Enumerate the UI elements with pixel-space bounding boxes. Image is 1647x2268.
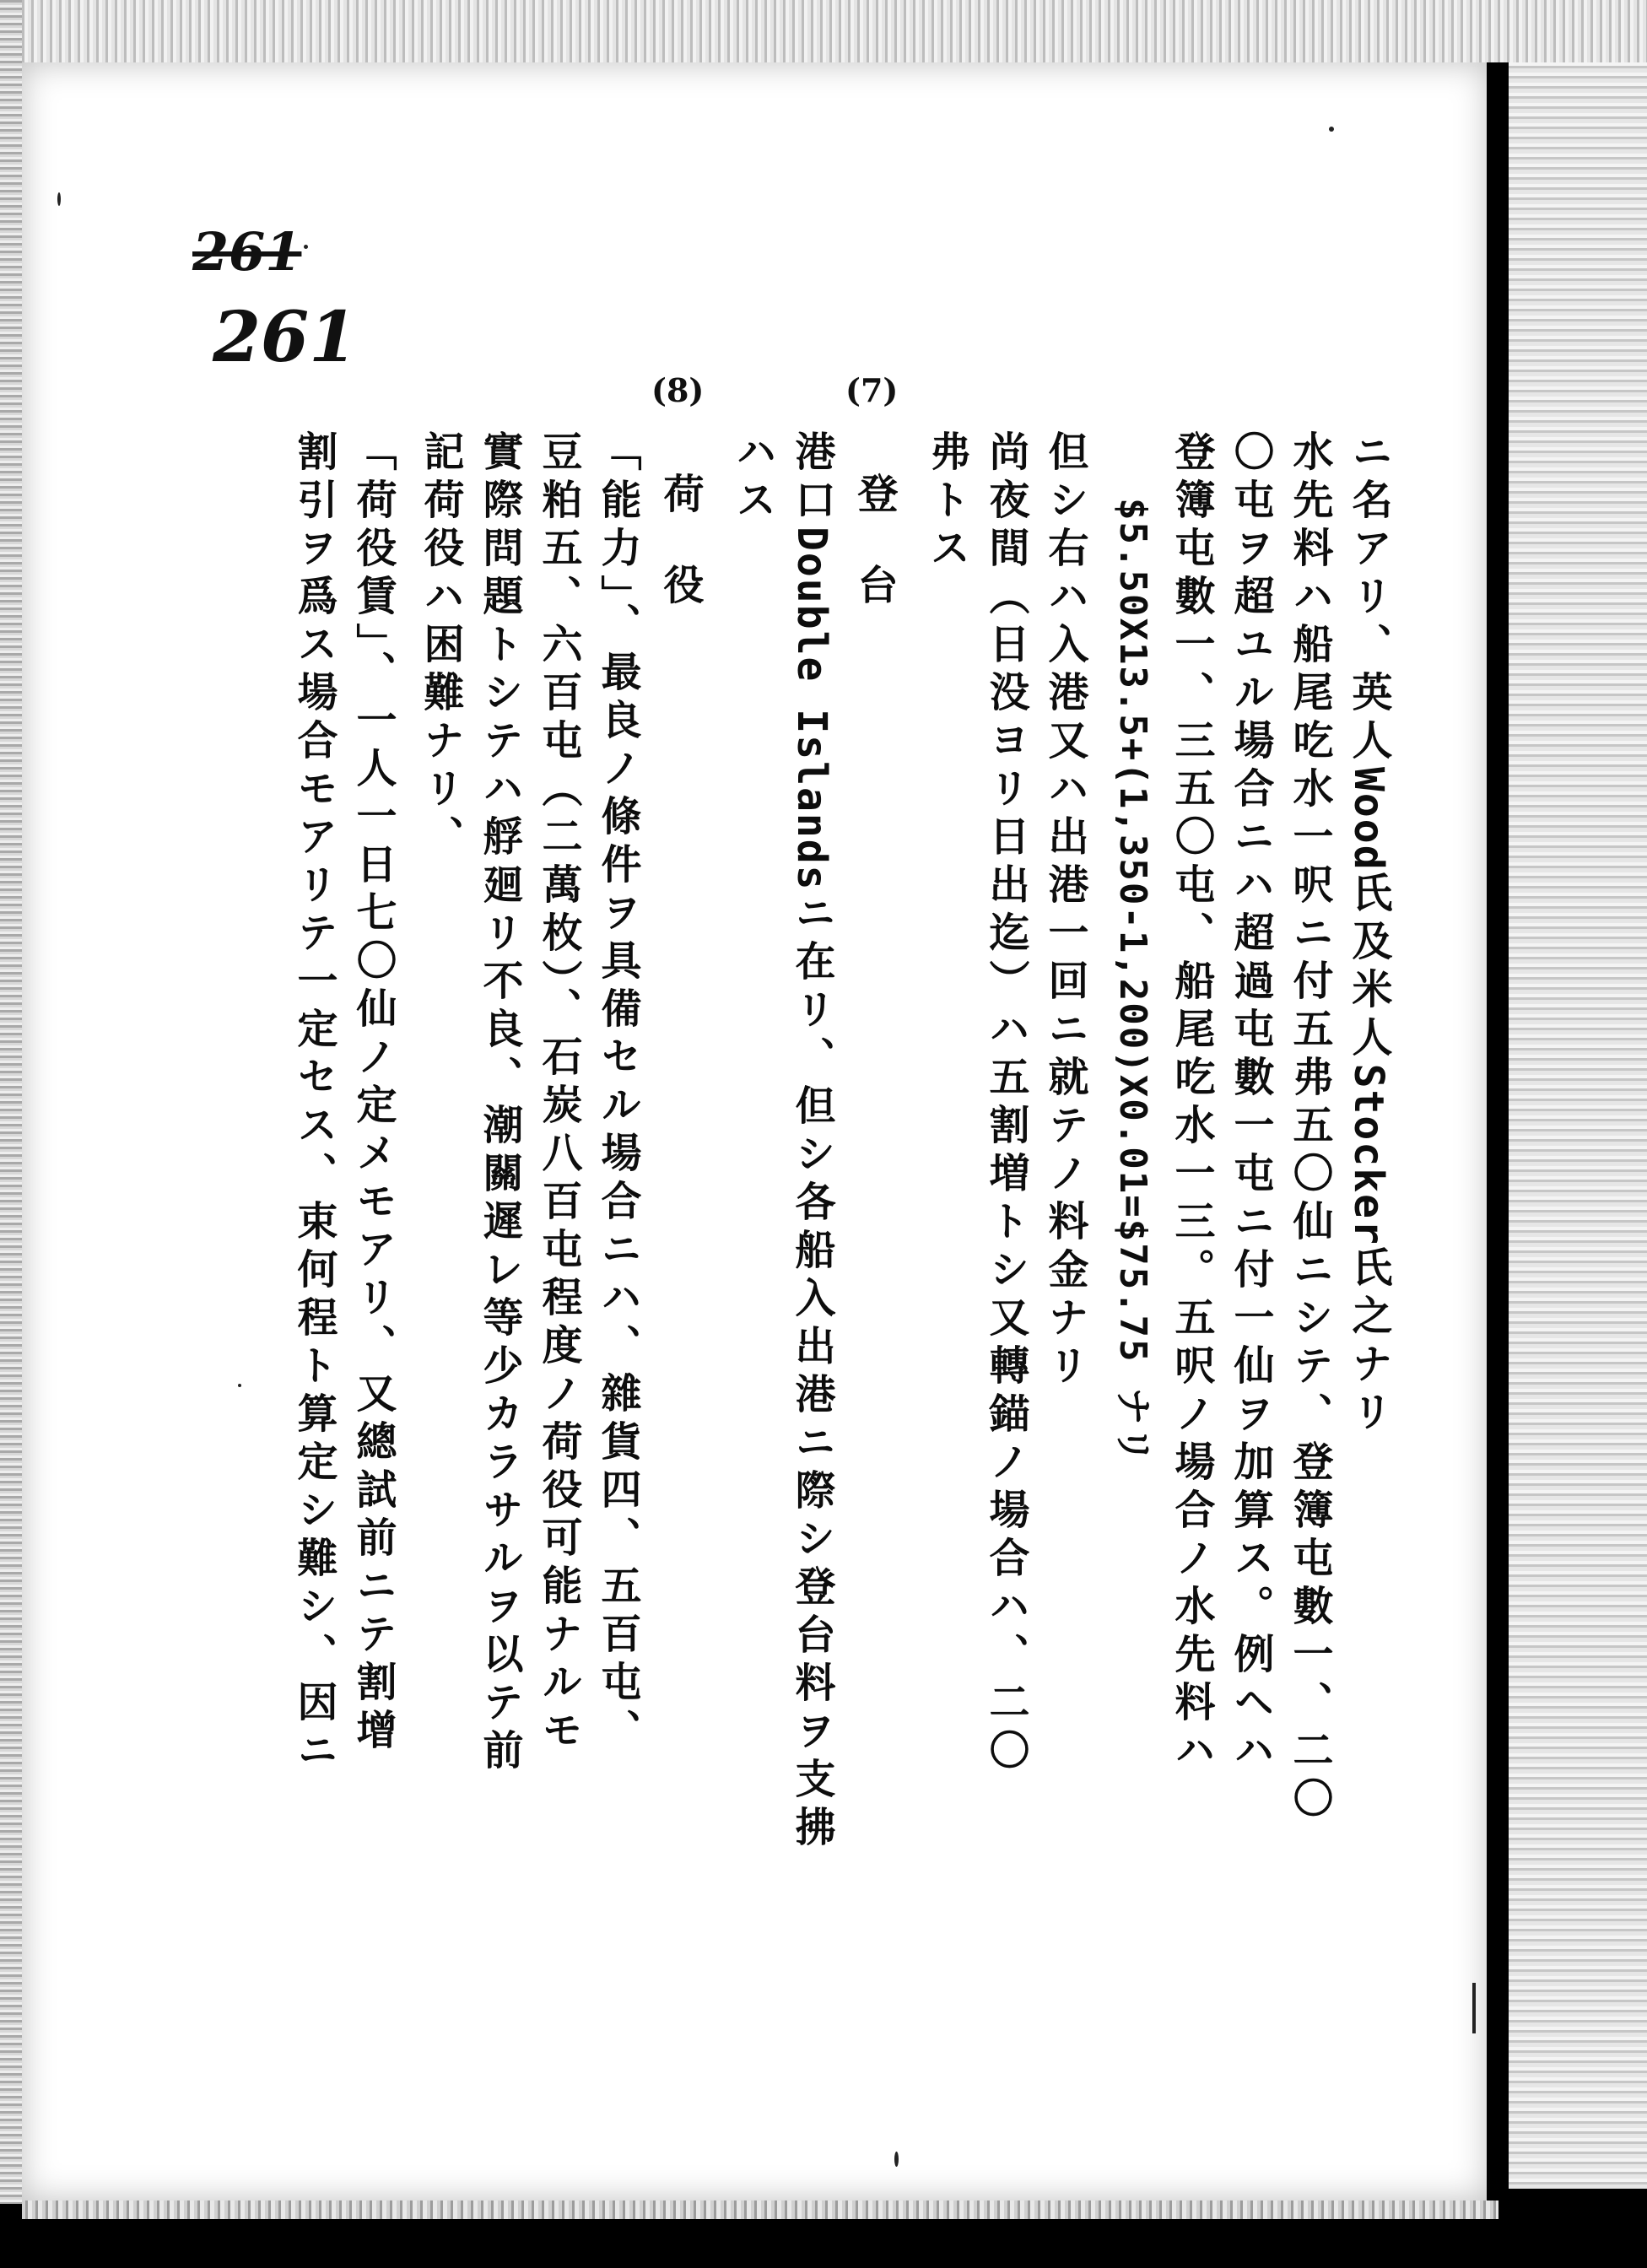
text-column-capacity-2: 豆粕五、六百屯（二萬枚）、石炭八百屯程度ノ荷役可能ナルモ xyxy=(535,430,582,1757)
section-8-number: (8) xyxy=(651,371,705,409)
section-7-number: (7) xyxy=(845,371,899,409)
handwritten-page-number: 261 xyxy=(213,297,358,378)
scan-speck xyxy=(304,245,308,249)
text-column-7: 尚夜間（日没ヨリ日出迄）ハ五割増トシ又轉錨ノ場合ハ、二〇 xyxy=(982,430,1029,1777)
text-column-capacity-4: 記荷役ハ困難ナリ、 xyxy=(417,430,464,863)
scan-speck xyxy=(1329,127,1334,132)
scan-speck xyxy=(238,1384,241,1387)
text-column-6: 但シ右ハ入港又ハ出港一回ニ就テノ料金ナリ xyxy=(1041,430,1088,1392)
section-7-heading: 登台 xyxy=(850,472,898,655)
scan-border-top xyxy=(0,0,1647,62)
text-column-wages-2: 割引ヲ爲ス場合モアリテ一定セス、束何程ト算定シ難シ、因ニ xyxy=(290,430,338,1777)
scan-border-right xyxy=(1509,62,1647,2189)
scan-speck xyxy=(1472,1983,1476,2033)
text-column-capacity-3: 實際問題トシテハ艀廻リ不良、潮關遲レ等少カラサルヲ以テ前 xyxy=(476,430,523,1777)
text-column-port: 港口Double Islandsニ在リ、但シ各船入出港ニ際シ登台料ヲ支拂 xyxy=(788,430,835,1854)
scan-speck xyxy=(57,192,61,206)
text-column-8: 弗トス xyxy=(923,430,970,575)
text-column-3: 〇屯ヲ超ユル場合ニハ超過屯數一屯ニ付一仙ヲ加算ス。例ヘハ xyxy=(1227,430,1274,1777)
section-8-heading: 荷役 xyxy=(656,472,704,655)
scan-speck xyxy=(894,2152,899,2167)
text-column-1: ニ名アリ、英人Wood氏及米人Stocker氏之ナリ xyxy=(1345,430,1392,1439)
text-column-wages: 「荷役賃」、一人一日七〇仙ノ定メモアリ、又總試前ニテ割增 xyxy=(349,430,397,1757)
text-column-hasu: ハス xyxy=(729,430,776,526)
scan-border-bottom-noise xyxy=(22,2200,1498,2219)
text-column-capacity: 「能力」、最良ノ條件ヲ具備セル場合ニハ、雜貨四、五百屯、 xyxy=(594,430,641,1757)
scan-border-left xyxy=(0,0,22,2268)
text-column-2: 水先料ハ船尾吃水一呎ニ付五弗五〇仙ニシテ、登簿屯數一、二〇 xyxy=(1286,430,1333,1825)
handwritten-old-page-number: 261 xyxy=(192,221,302,283)
paper-edge-shadow xyxy=(1487,62,1509,2200)
formula-column: $5.50X13.5+(1,350-1,200)X0.01=$75.75 ナリ xyxy=(1111,498,1154,1466)
text-column-4: 登簿屯數一、三五〇屯、船尾吃水一三。五呎ノ場合ノ水先料ハ xyxy=(1168,430,1215,1777)
